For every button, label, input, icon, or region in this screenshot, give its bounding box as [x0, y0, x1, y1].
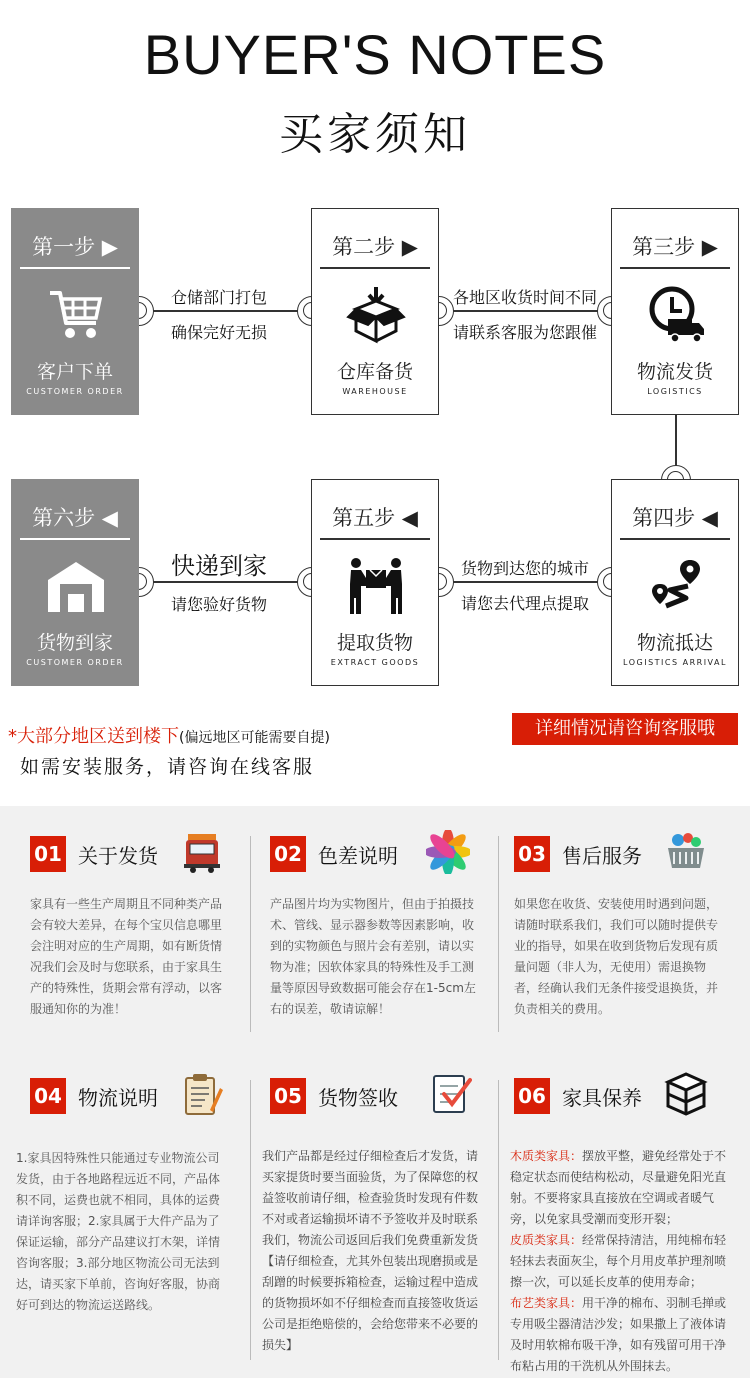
delivery-truck-clock-icon — [646, 285, 706, 345]
connector-2-3-line1: 各地区收货时间不同 — [452, 288, 597, 307]
delivery-notice-small: (偏远地区可能需要自提) — [179, 730, 330, 746]
fire-truck-icon — [180, 830, 224, 874]
step-5-heading: 第五步 ◀ — [332, 506, 418, 530]
divider — [320, 267, 430, 269]
section-title: 货物签收 — [318, 1086, 398, 1110]
title-chinese: 买家须知 — [279, 109, 471, 160]
contact-service-button[interactable]: 详细情况请咨询客服哦 — [512, 713, 738, 745]
section-body: 产品图片均为实物图片，但由于拍摄技术、管线、显示器参数等因素影响，收到的实物颜色与照片会有差别，请以实物为准；因软体家具的特殊性及手工测量等原因导致数据可能会存在1-5cm左右的误差，敬请谅解！ — [270, 897, 476, 1016]
house-garage-icon — [39, 556, 113, 616]
step-4-heading: 第四步 ◀ — [632, 506, 718, 530]
section-title: 售后服务 — [562, 844, 642, 868]
divider — [20, 267, 130, 269]
step-3-sublabel: LOGISTICS — [647, 387, 703, 396]
step-5-box — [311, 479, 439, 686]
section-body: 1.家具因特殊性只能通过专业物流公司发货，由于各地路程远近不同，产品体积不同，运费也就不相同，具体的运费请详询客服；2.家具属于大件产品为了保证运输，部分产品建议打木架，详情咨询客服；3.部分地区物流公司无法到达，请买家下单前，咨询好客服，协商好可到达的物流运送路线。 — [16, 1151, 221, 1312]
section-title: 关于发货 — [78, 844, 158, 868]
step-5-label: 提取货物 — [336, 632, 413, 654]
connector-line-1-2 — [139, 310, 311, 312]
color-wheel-icon — [426, 830, 470, 874]
connector-5-6-line2: 请您验好货物 — [170, 595, 267, 614]
section-number: 02 — [270, 836, 306, 872]
step-2-heading: 第二步 ▶ — [332, 235, 418, 259]
section-body: 我们产品都是经过仔细检查后才发货，请买家提货时要当面验货，为了保障您的权益签收前请仔细，检查验货时发现有件数不对或者运输损坏请不予签收并及时联系我们，物流公司返回后我们免费重新发货【请仔细检查，尤其外包装出现磨损或是刮蹭的时候要拆箱检查，运输过程中造成的货物损坏如不仔细检查而直接签收货运公司是拒绝赔偿的，会给您带来不必要的损失】 — [262, 1149, 479, 1352]
divider — [250, 1080, 251, 1360]
section-title: 物流说明 — [78, 1086, 158, 1110]
step-3-label: 物流发货 — [636, 361, 713, 383]
step-1-label: 客户下单 — [36, 361, 113, 383]
care-wood-head: 木质类家具： — [510, 1149, 583, 1163]
connector-line-5-6 — [139, 581, 311, 583]
section-number: 04 — [30, 1078, 66, 1114]
divider — [20, 538, 130, 540]
movers-carrying-box-icon — [346, 556, 406, 616]
step-3-heading: 第三步 ▶ — [632, 235, 718, 259]
section-title: 色差说明 — [318, 844, 398, 868]
shopping-basket-icon — [664, 830, 708, 874]
connector-line-4-5 — [439, 581, 611, 583]
connector-5-6-line1: 快递到家 — [171, 552, 267, 580]
step-1-sublabel: CUSTOMER ORDER — [26, 387, 124, 396]
step-4-label: 物流抵达 — [636, 632, 713, 654]
section-title: 家具保养 — [562, 1086, 642, 1110]
section-number: 01 — [30, 836, 66, 872]
step-4-sublabel: LOGISTICS ARRIVAL — [623, 658, 727, 667]
divider — [320, 538, 430, 540]
stacked-boxes-icon — [664, 1072, 708, 1116]
step-6-heading: 第六步 ◀ — [32, 506, 118, 530]
care-fabric-head: 布艺类家具： — [510, 1296, 583, 1310]
divider — [620, 267, 730, 269]
section-number: 06 — [514, 1078, 550, 1114]
step-6-box — [11, 479, 139, 686]
step-2-sublabel: WAREHOUSE — [342, 387, 408, 396]
connector-4-5-line2: 请您去代理点提取 — [460, 594, 589, 613]
care-leather-head: 皮质类家具： — [510, 1233, 583, 1247]
title-english: BUYER'S NOTES — [143, 23, 607, 86]
step-2-label: 仓库备货 — [336, 361, 413, 383]
section-number: 05 — [270, 1078, 306, 1114]
section-body: 家具有一些生产周期且不同种类产品会有较大差异，在每个宝贝信息哪里会注明对应的生产周期，如有断货情况我们会及时与您联系，由于家具生产的特殊性，货期会常有浮动，以客服通知你的为准！ — [30, 897, 223, 1016]
divider — [498, 836, 499, 1032]
step-1-heading: 第一步 ▶ — [32, 235, 118, 259]
care-leather-text: 经常保持清洁，用纯棉布轻轻抹去表面灰尘，每个月用皮革护理剂喷擦一次，可以延长皮革的使用寿命； — [510, 1233, 727, 1289]
connector-line-2-3 — [439, 310, 611, 312]
care-fabric-text: 用干净的棉布、羽制毛掸或专用吸尘器清洁沙发；如果撒上了液体请及时用软棉布吸干净，如有残留可用干净布粘占用的干洗机从外围抹去。 — [510, 1296, 727, 1373]
delivery-notice-main: 大部分地区送到楼下 — [17, 726, 179, 747]
connector-4-5-line1: 货物到达您的城市 — [460, 559, 589, 578]
step-6-label: 货物到家 — [36, 632, 113, 654]
connector-1-2-line2: 确保完好无损 — [170, 323, 267, 342]
divider — [498, 1080, 499, 1360]
delivery-notice: *大部分地区送到楼下(偏远地区可能需要自提) — [8, 726, 330, 747]
map-route-pin-icon — [646, 556, 706, 616]
step-4-box — [611, 479, 739, 686]
connector-1-2-line1: 仓储部门打包 — [170, 288, 267, 307]
section-number: 03 — [514, 836, 550, 872]
step-1-box — [11, 208, 139, 415]
step-2-box — [311, 208, 439, 415]
step-5-sublabel: EXTRACT GOODS — [330, 658, 420, 667]
checklist-icon — [428, 1072, 472, 1116]
install-notice: 如需安装服务，请咨询在线客服 — [20, 756, 315, 778]
connector-2-3-line2: 请联系客服为您跟催 — [452, 323, 597, 342]
shopping-cart-icon — [46, 285, 106, 345]
package-box-icon — [346, 285, 406, 345]
care-wood-text: 摆放平整，避免经常处于不稳定状态而使结构松动，尽量避免阳光直射。不要将家具直接放在空调或者暖气旁，以免家具受潮而变形开裂； — [510, 1149, 727, 1226]
section-body: 如果您在收货、安装使用时遇到问题，请随时联系我们，我们可以随时提供专业的指导，如果在收到货物后发现有质量问题（非人为，无使用）需退换物者，经确认我们无条件接受退换货，并负责相关的费用。 — [514, 897, 719, 1016]
divider — [250, 836, 251, 1032]
clipboard-pencil-icon — [180, 1072, 224, 1116]
step-6-sublabel: CUSTOMER ORDER — [26, 658, 124, 667]
step-3-box — [611, 208, 739, 415]
divider — [620, 538, 730, 540]
section-body — [510, 1146, 734, 1377]
